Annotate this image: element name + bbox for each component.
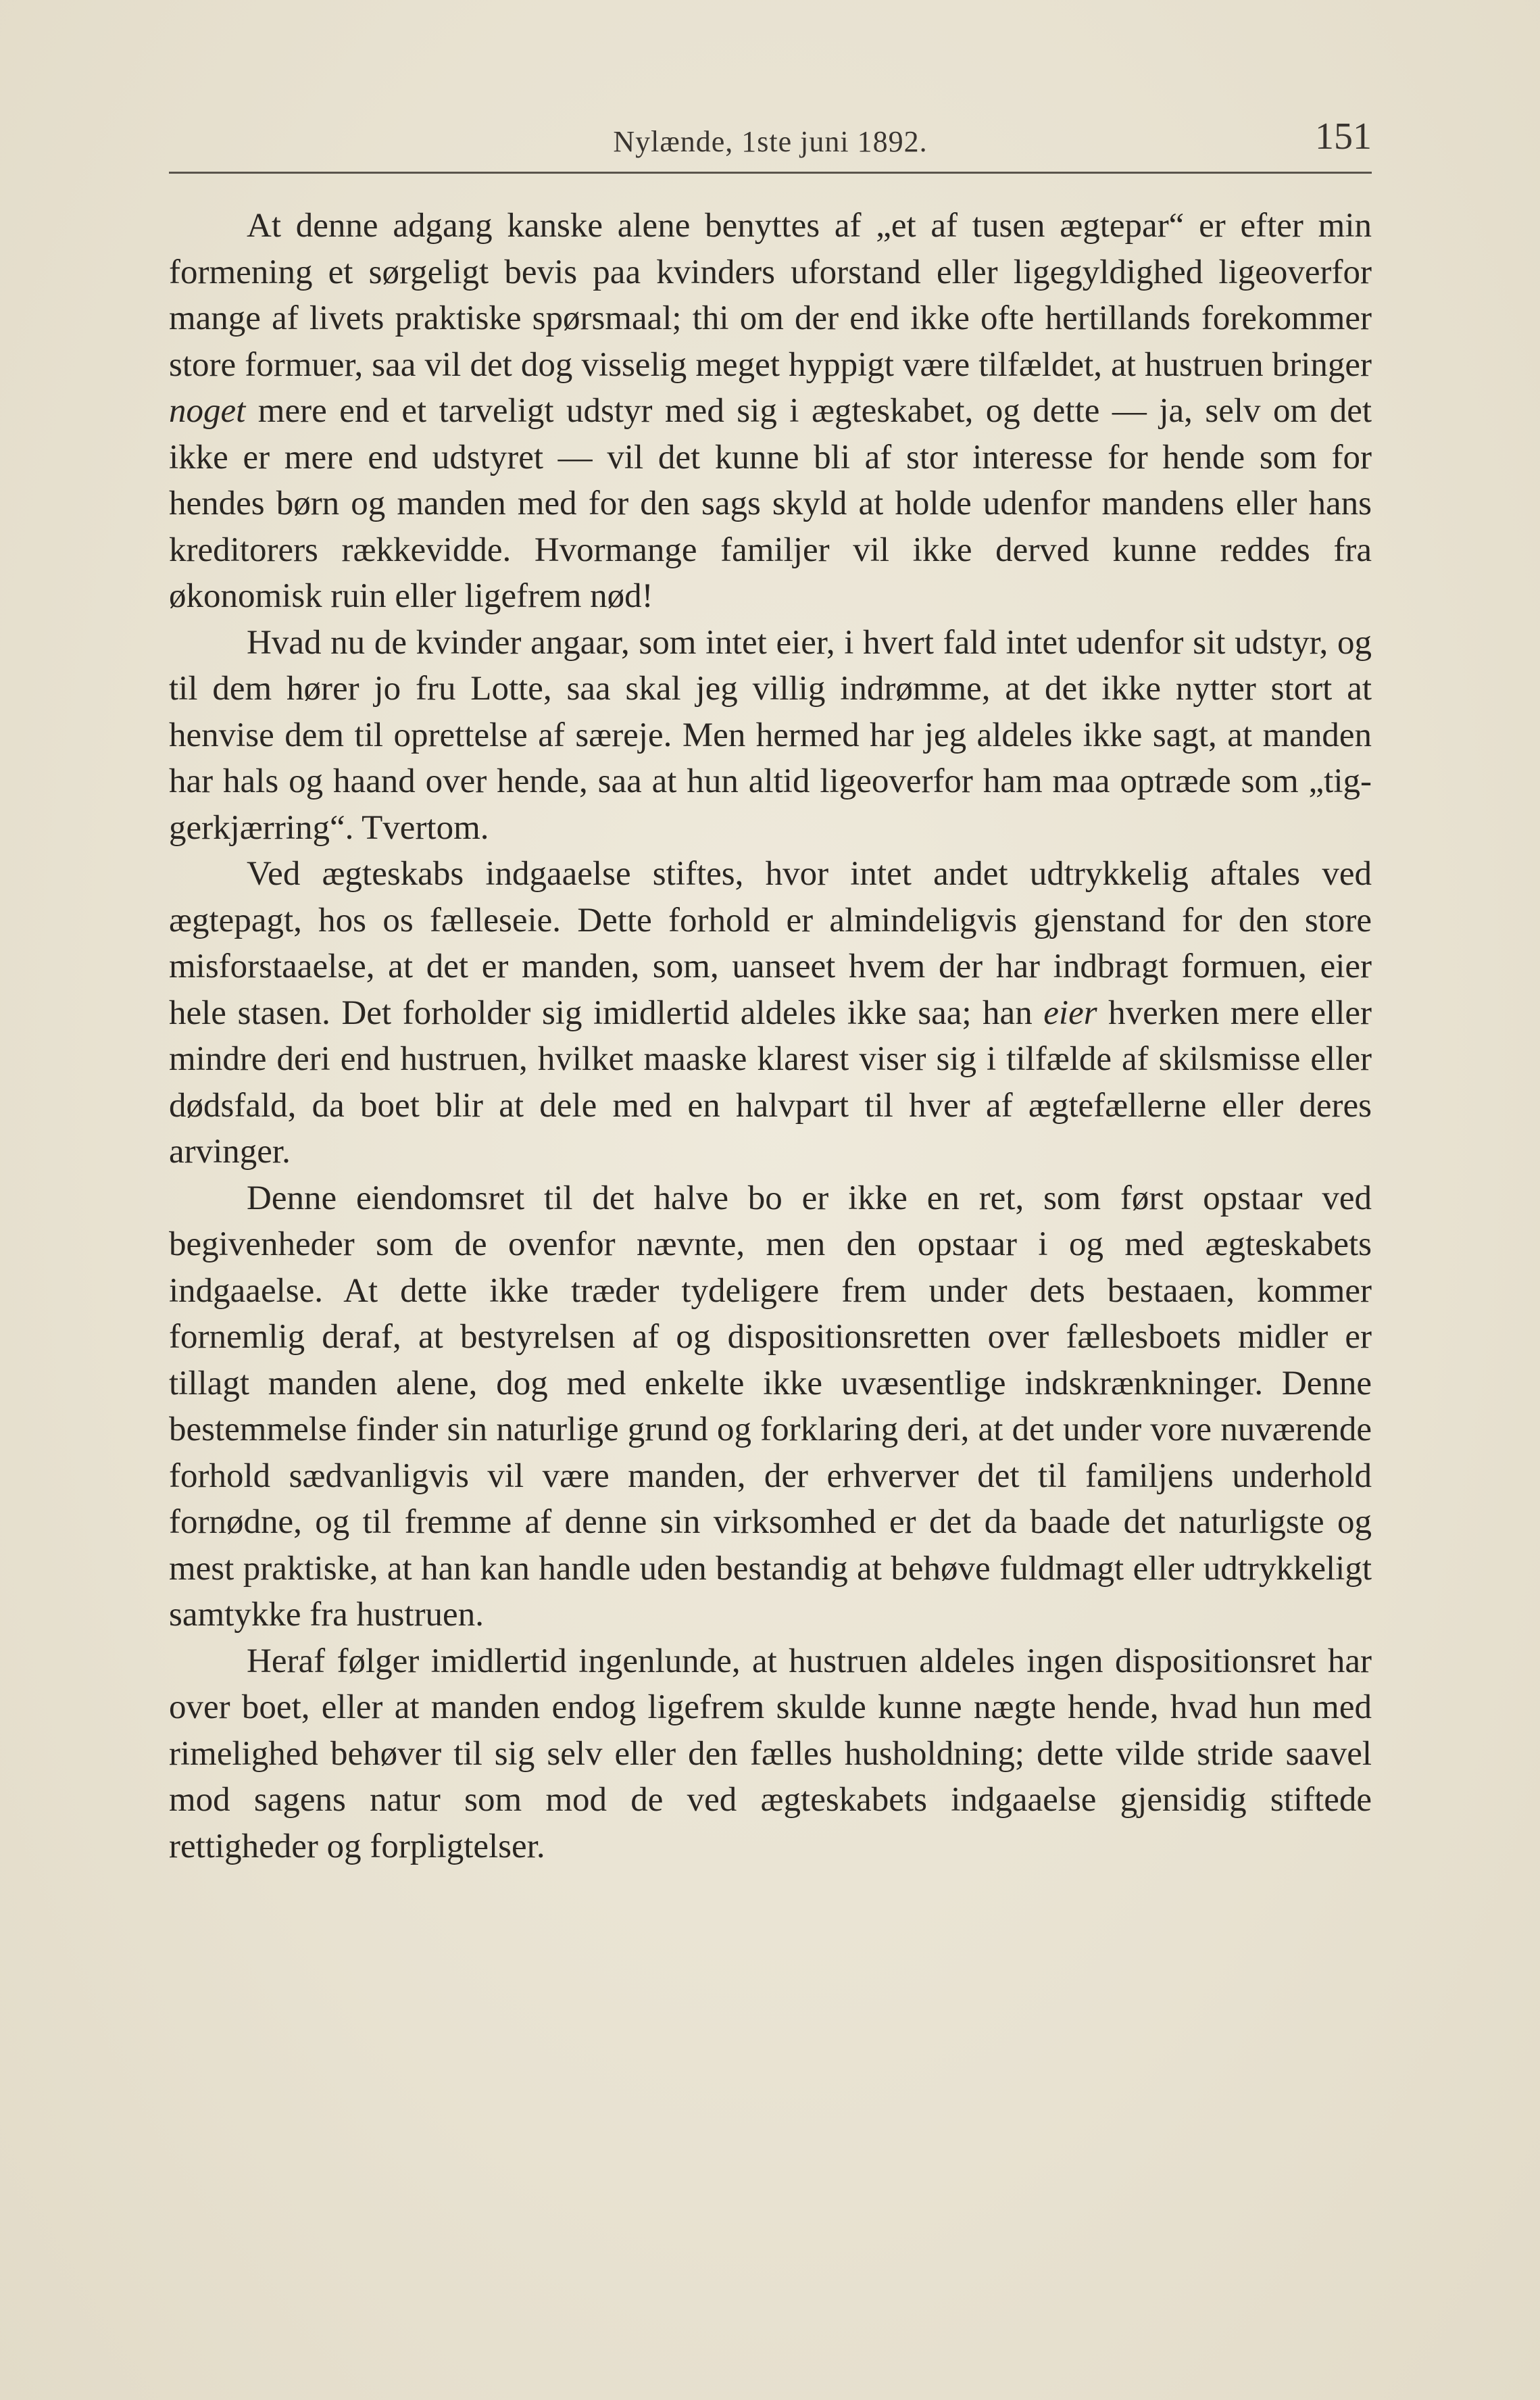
page-header	[169, 115, 1372, 176]
paragraph-1-text-a: At denne adgang kanske alene benyttes af „et af tusen ægtepar“ er efter min formening et sørgeligt bevis paa kvinders uforstand eller ligegyldighed ligeoverfor mange af livets praktiske spørsmaal; thi om der end ikke ofte hertillands forekommer store formuer, saa vil det dog visselig meget hyppigt være tilfældet, at hustruen bringer	[169, 207, 1372, 384]
running-title: Nylænde, 1ste juni 1892.	[613, 125, 928, 158]
page-number: 151	[1315, 116, 1372, 157]
paragraph-2-text: Hvad nu de kvinder angaar, som intet eier, i hvert fald intet udenfor sit udstyr, og til dem hører jo fru Lotte, saa skal jeg villig indrømme, at det ikke nytter stort at henvise dem til oprettelse af særeje. Men hermed har jeg aldeles ikke sagt, at manden har hals og haand over hende, saa at hun altid ligeoverfor ham maa optræde som „tiggerkjærring“. Tvertom.	[169, 623, 1372, 847]
paragraph-4	[169, 1175, 1372, 1638]
paragraph-1-emphasis: noget	[169, 392, 246, 430]
header-rule	[169, 172, 1372, 174]
paragraph-3	[169, 851, 1372, 1175]
paragraph-5	[169, 1638, 1372, 1870]
paragraph-3-text-a: Ved ægteskabs indgaaelse stiftes, hvor intet andet udtrykkelig aftales ved ægtepagt, hos os fælleseie. Dette forhold er almindeligvis gjenstand for den store misforstaaelse, at det er manden, som, uanseet hvem der har indbragt formuen, eier hele stasen. Det forholder sig imidlertid aldeles ikke saa; han	[169, 855, 1372, 1032]
paragraph-3-emphasis: eier	[1043, 994, 1097, 1032]
paragraph-3-text-b: hverken mere eller mindre deri end hustruen, hvilket maaske klarest viser sig i tilfælde af skilsmisse eller dødsfald, da boet blir at dele med en halvpart til hver af ægtefællerne eller deres arvinger.	[169, 994, 1372, 1171]
paragraph-1-text-b: mere end et tarveligt udstyr med sig i ægteskabet, og dette — ja, selv om det ikke er mere end udstyret — vil det kunne bli af stor interesse for hende som for hendes børn og manden med for den sags skyld at holde udenfor mandens eller hans kreditorers rækkevidde. Hvormange familjer vil ikke derved kunne reddes fra økonomisk ruin eller ligefrem nød!	[169, 392, 1372, 615]
body-text	[169, 203, 1372, 1869]
paragraph-4-text: Denne eiendomsret til det halve bo er ikke en ret, som først opstaar ved begivenheder som de ovenfor nævnte, men den opstaar i og med ægteskabets indgaaelse. At dette ikke træder tydeligere frem under dets bestaaen, kommer fornemlig deraf, at bestyrelsen af og dispositionsretten over fællesboets midler er tillagt manden alene, dog med enkelte ikke uvæsentlige indskrænkninger. Denne bestemmelse finder sin naturlige grund og forklaring deri, at det under vore nuværende forhold sædvanligvis vil være manden, der erhverver det til familjens underhold fornødne, og til fremme af denne sin virksomhed er det da baade det naturligste og mest praktiske, at han kan handle uden bestandig at behøve fuldmagt eller udtrykkeligt samtykke fra hustruen.	[169, 1179, 1372, 1634]
paragraph-5-text: Heraf følger imidlertid ingenlunde, at hustruen aldeles ingen dispositionsret har over boet, eller at manden endog ligefrem skulde kunne nægte hende, hvad hun med rimelighed behøver til sig selv eller den fælles husholdning; dette vilde stride saavel mod sagens natur som mod de ved ægteskabets indgaaelse gjensidig stiftede rettigheder og forpligtelser.	[169, 1642, 1372, 1865]
paragraph-2	[169, 620, 1372, 852]
paragraph-1	[169, 203, 1372, 620]
